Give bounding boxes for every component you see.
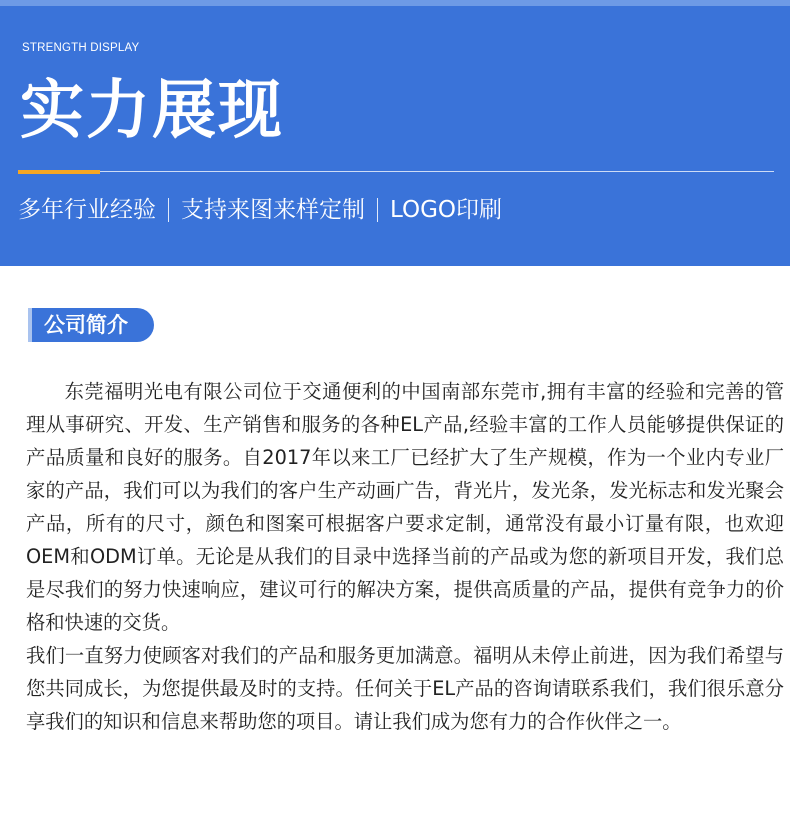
tagline-custom: 支持来图来样定制 <box>181 197 365 223</box>
tagline-separator <box>168 198 169 222</box>
divider-accent <box>18 170 100 174</box>
tagline-separator <box>377 198 378 222</box>
banner-eyebrow: STRENGTH DISPLAY <box>22 42 140 54</box>
tagline-row <box>18 194 502 226</box>
intro-paragraph-2: 我们一直努力使顾客对我们的产品和服务更加满意。福明从未停止前进，因为我们希望与您共同成长，为您提供最及时的支持。任何关于EL产品的咨询请联系我们，我们很乐意分享我们的知识和信息来帮助您的项目。请让我们成为您有力的合作伙伴之一。 <box>26 644 784 733</box>
tagline-experience: 多年行业经验 <box>18 197 156 223</box>
header-banner <box>0 0 790 266</box>
company-intro <box>26 375 784 738</box>
page-title: 实力展现 <box>20 74 284 148</box>
section-heading: 公司简介 <box>32 308 154 342</box>
banner-top-strip <box>0 0 790 6</box>
tagline-logo: LOGO印刷 <box>390 197 503 223</box>
divider-line <box>18 171 774 172</box>
intro-paragraph-1: 东莞福明光电有限公司位于交通便利的中国南部东莞市,拥有丰富的经验和完善的管理从事研究、开发、生产销售和服务的各种EL产品,经验丰富的工作人员能够提供保证的产品质量和良好的服务。自2017年以来工厂已经扩大了生产规模，作为一个业内专业厂家的产品，我们可以为我们的客户生产动画广告，背光片，发光条，发光标志和发光聚会产品，所有的尺寸，颜色和图案可根据客户要求定制，通常没有最小订量有限，也欢迎OEM和ODM订单。无论是从我们的目录中选择当前的产品或为您的新项目开发，我们总是尽我们的努力快速响应，建议可行的解决方案，提供高质量的产品，提供有竞争力的价格和快速的交货。 <box>26 380 784 634</box>
